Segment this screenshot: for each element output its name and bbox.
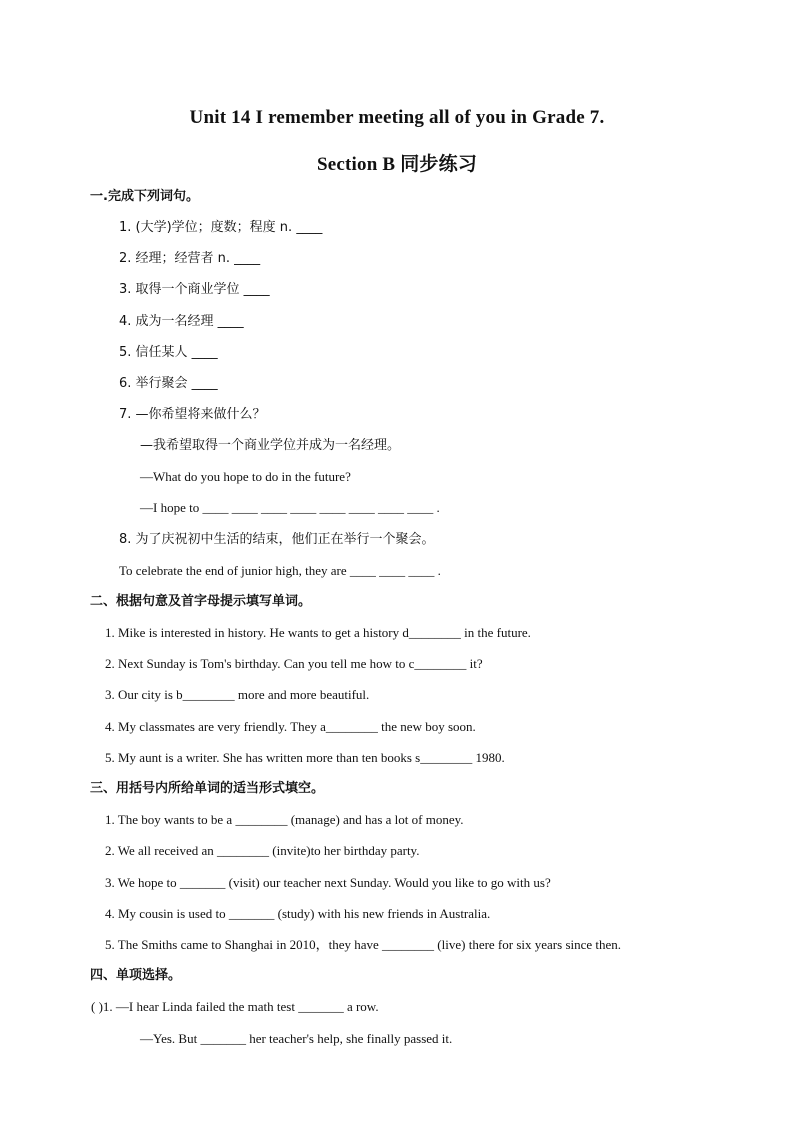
section1-item: 1. (大学)学位；度数；程度 n. ____ <box>119 220 323 235</box>
section2-heading: 二、根据句意及首字母提示填写单词。 <box>90 594 312 609</box>
section3-item: 5. The Smiths came to Shanghai in 2010，they have ________ (live) there for six years since then. <box>105 937 622 952</box>
section3-item: 3. We hope to _______ (visit) our teacher next Sunday. Would you like to go with us? <box>105 875 551 890</box>
doc-title: Unit 14 I remember meeting all of you in Grade 7. <box>189 107 605 128</box>
section3-item: 2. We all received an ________ (invite)to her birthday party. <box>105 843 420 858</box>
section1-heading: 一.完成下列词句。 <box>90 189 199 204</box>
section2-item: 3. Our city is b________ more and more beautiful. <box>105 687 370 702</box>
section1-item: 2. 经理；经营者 n. ____ <box>119 251 261 266</box>
section2-item: 1. Mike is interested in history. He wants to get a history d________ in the future. <box>105 625 531 640</box>
section1-item: 7. —你希望将来做什么？ <box>119 407 266 422</box>
section2-item: 5. My aunt is a writer. She has written more than ten books s________ 1980. <box>105 750 505 765</box>
section4-heading: 四、单项选择。 <box>90 968 182 983</box>
section1-dialog: —我希望取得一个商业学位并成为一名经理。 <box>140 438 401 453</box>
section2-item: 4. My classmates are very friendly. They a________ the new boy soon. <box>105 719 476 734</box>
section1-dialog: —What do you hope to do in the future? <box>140 469 351 484</box>
section2-item: 2. Next Sunday is Tom's birthday. Can you tell me how to c________ it? <box>105 656 483 671</box>
section3-item: 1. The boy wants to be a ________ (manage) and has a lot of money. <box>105 812 464 827</box>
section1-item: 6. 举行聚会 ____ <box>119 376 218 391</box>
section1-item: 3. 取得一个商业学位 ____ <box>119 282 270 297</box>
section1-item: 4. 成为一名经理 ____ <box>119 314 244 329</box>
section1-item: 8. 为了庆祝初中生活的结束，他们正在举行一个聚会。 <box>119 532 435 547</box>
doc-subtitle: Section B 同步练习 <box>316 154 478 175</box>
section4-item: ( )1. —I hear Linda failed the math test _______ a row. <box>91 999 379 1014</box>
section1-dialog: —I hope to ____ ____ ____ ____ ____ ____ ____ ____ . <box>140 500 440 515</box>
section3-item: 4. My cousin is used to _______ (study) with his new friends in Australia. <box>105 906 491 921</box>
section4-item: —Yes. But _______ her teacher's help, she finally passed it. <box>140 1031 453 1046</box>
section3-heading: 三、用括号内所给单词的适当形式填空。 <box>90 781 325 796</box>
section1-item: 5. 信任某人 ____ <box>119 345 218 360</box>
section1-item: To celebrate the end of junior high, they are ____ ____ ____ . <box>119 563 441 578</box>
